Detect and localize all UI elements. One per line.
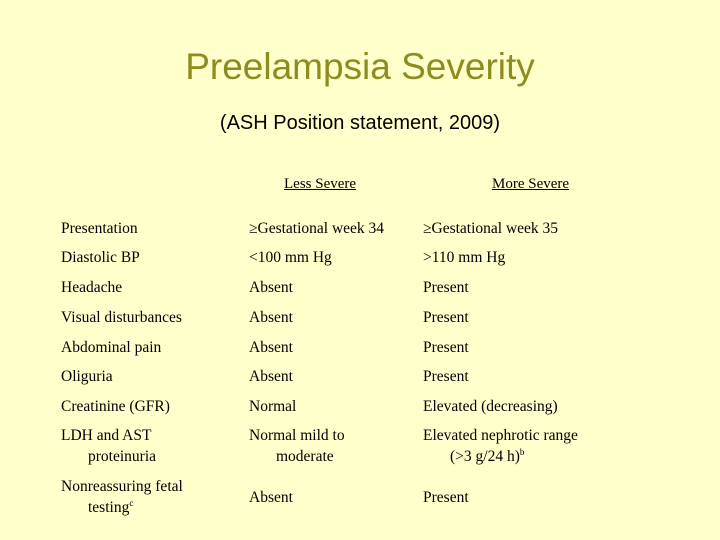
less-severe-line1: Normal mild to	[249, 427, 345, 444]
less-severe-line2: moderate	[276, 448, 334, 465]
row-label: Headache	[61, 279, 123, 296]
less-severe-value: Absent	[249, 309, 293, 326]
less-severe-value: Absent	[249, 339, 293, 356]
row-label-line2-text: testing	[88, 499, 130, 516]
more-severe-line2-text: (>3 g/24 h)	[450, 448, 520, 465]
slide-title: Preelampsia Severity	[185, 46, 535, 87]
row-label-line2	[61, 497, 241, 518]
more-severe-value: Present	[423, 368, 469, 385]
slide-subtitle: (ASH Position statement, 2009)	[219, 112, 501, 134]
row-label: Abdominal pain	[61, 339, 162, 356]
more-severe-line2	[423, 446, 623, 467]
more-severe-value: Present	[423, 339, 469, 356]
row-label: Diastolic BP	[61, 249, 140, 266]
less-severe-value: Absent	[249, 489, 293, 506]
more-severe-value: >110 mm Hg	[423, 249, 506, 266]
column-header-more-severe: More Severe	[492, 176, 570, 192]
row-label	[61, 476, 241, 518]
column-header-less-severe: Less Severe	[284, 176, 357, 192]
footnote-marker: b	[519, 446, 525, 457]
footnote-marker: c	[129, 497, 134, 508]
more-severe-line1: Elevated nephrotic range	[423, 427, 578, 444]
less-severe-value	[249, 425, 419, 467]
more-severe-value: Elevated (decreasing)	[423, 398, 558, 415]
less-severe-value: ≥Gestational week 34	[249, 220, 385, 237]
row-label-line2: proteinuria	[88, 448, 157, 465]
less-severe-value: Absent	[249, 279, 293, 296]
row-label: Oliguria	[61, 368, 113, 385]
more-severe-value: ≥Gestational week 35	[423, 220, 559, 237]
row-label-line1: LDH and AST	[61, 427, 152, 444]
more-severe-value: Present	[423, 489, 469, 506]
row-label: Visual disturbances	[61, 309, 182, 326]
less-severe-value: <100 mm Hg	[249, 249, 332, 266]
less-severe-value: Absent	[249, 368, 293, 385]
row-label	[61, 425, 241, 467]
more-severe-value: Present	[423, 279, 469, 296]
more-severe-value	[423, 425, 623, 467]
row-label: Presentation	[61, 220, 138, 237]
less-severe-value: Normal	[249, 398, 297, 415]
more-severe-value: Present	[423, 309, 469, 326]
row-label: Creatinine (GFR)	[61, 398, 170, 415]
row-label-line1: Nonreassuring fetal	[61, 478, 183, 495]
